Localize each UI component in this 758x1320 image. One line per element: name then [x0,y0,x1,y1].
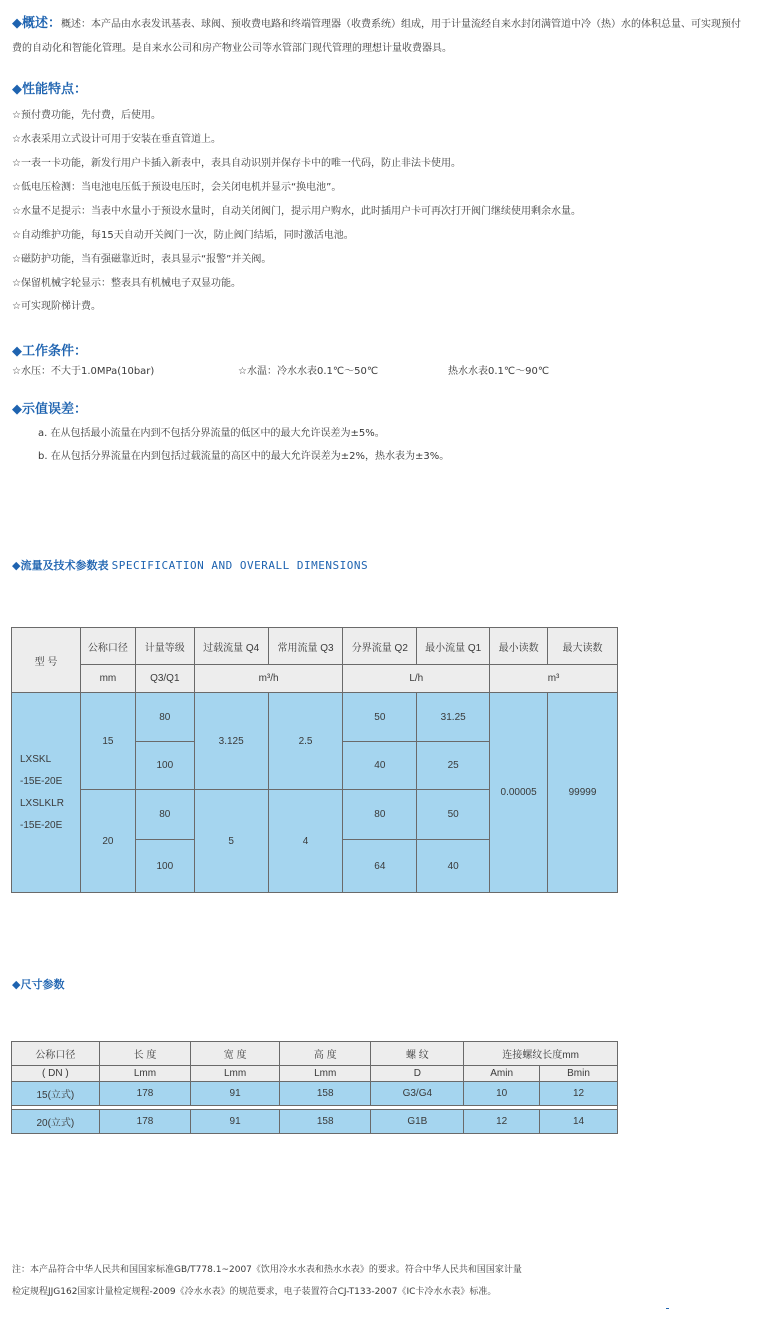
dims-header-width: 宽 度 [191,1042,280,1066]
dims-cell-bmin: 14 [540,1110,618,1134]
dims-cell-width: 91 [191,1110,280,1134]
spec-ratio: 100 [135,840,194,893]
dims-subheader-dn: ( DN ) [12,1066,100,1082]
dims-subheader-length: Lmm [99,1066,191,1082]
spec-unit-dn: mm [80,665,135,693]
spec-q1: 31.25 [417,693,490,742]
table-row [12,1110,618,1134]
spec-ratio: 80 [135,790,194,840]
dims-cell-bmin: 12 [540,1082,618,1106]
spec-ratio: 100 [135,742,194,790]
spec-unit-flow: m³/h [194,665,343,693]
overview-section [12,12,748,61]
spec-q2: 50 [343,693,417,742]
dims-subheader-width: Lmm [191,1066,280,1082]
dims-subheader-height: Lmm [279,1066,371,1082]
feature-item: ☆一表一卡功能，新发行用户卡插入新表中，表具自动识别并保存卡中的唯一代码，防止非法卡使用。 [12,158,461,169]
dims-cell-dn: 20(立式) [12,1110,100,1134]
conditions-heading: ◆工作条件： [12,344,87,359]
feature-item: ☆磁防护功能，当有强磁靠近时，表具显示“报警”并关阀。 [12,254,272,265]
error-item-b: b. 在从包括分界流量在内到包括过载流量的高区中的最大允许误差为±2%，热水表为±3%。 [38,451,450,462]
spec-q1: 50 [417,790,490,840]
dims-cell-amin: 10 [464,1082,540,1106]
dims-table [11,1041,618,1134]
feature-item: ☆保留机械字轮显示：整表具有机械电子双显功能。 [12,278,241,289]
features-heading: ◆性能特点： [12,82,87,97]
spec-header-ratio: 计量等级 [135,628,194,665]
spec-dn-15: 15 [80,693,135,790]
dims-cell-thread: G3/G4 [371,1082,464,1106]
spec-header-model: 型 号 [12,628,81,693]
spec-model-line: -15E-20E [20,775,63,787]
spec-ratio: 80 [135,693,194,742]
dims-header-dn: 公称口径 [12,1042,100,1066]
condition-temp-hot: 热水水表0.1℃～90℃ [448,366,550,377]
spec-model-line: LXSKL [20,753,52,765]
decorative-mark [666,1308,669,1309]
spec-header-max-read: 最大读数 [548,628,618,665]
dims-cell-thread: G1B [371,1110,464,1134]
dims-heading: ◆尺寸参数 [12,978,65,991]
dims-cell-amin: 12 [464,1110,540,1134]
error-heading: ◆示值误差： [12,402,87,417]
spec-header-q3: 常用流量 Q3 [268,628,343,665]
spec-q4-15: 3.125 [194,693,268,790]
spec-header-q1: 最小流量 Q1 [417,628,490,665]
spec-header-dn: 公称口径 [80,628,135,665]
dims-cell-dn: 15(立式) [12,1082,100,1106]
condition-temp-cold: ☆水温：冷水水表0.1℃～50℃ [238,366,379,377]
spec-header-q2: 分界流量 Q2 [343,628,417,665]
spec-table [11,627,618,893]
spec-q3-15: 2.5 [268,693,343,790]
spec-min-read: 0.00005 [490,693,548,893]
dims-cell-length: 178 [99,1110,191,1134]
dims-cell-width: 91 [191,1082,280,1106]
spec-q4-20: 5 [194,790,268,893]
note-line-1: 注：本产品符合中华人民共和国国家标准GB/T778.1~2007《饮用冷水水表和热水水表》的要求。符合中华人民共和国国家计量 [12,1265,522,1275]
overview-text: 概述：本产品由水表发讯基表、球阀、预收费电路和终端管理器（收费系统）组成，用于计量流经自来水封闭满管道中冷（热）水的体积总量、可实现预付费的自动化和智能化管理。是自来水公司和房产物业公司等水管部门现代管理的理想计量收费器具。 [12,19,741,54]
feature-item: ☆低电压检测：当电池电压低于预设电压时，会关闭电机并显示“换电池”。 [12,182,342,193]
feature-item: ☆预付费功能，先付费，后使用。 [12,110,161,121]
spec-model-line: LXSLKLR [20,797,64,809]
spec-dn-20: 20 [80,790,135,893]
spec-heading-cn: ◆流量及技术参数表 [12,559,109,572]
feature-item: ☆可实现阶梯计费。 [12,301,101,312]
spec-heading-en: SPECIFICATION AND OVERALL DIMENSIONS [111,559,369,572]
dims-cell-length: 178 [99,1082,191,1106]
spec-header-q4: 过载流量 Q4 [194,628,268,665]
error-item-a: a. 在从包括最小流量在内到不包括分界流量的低区中的最大允许误差为±5%。 [38,428,385,439]
dims-cell-height: 158 [279,1110,371,1134]
spec-q2: 80 [343,790,417,840]
note-line-2: 检定规程JJG162国家计量检定规程-2009《冷水水表》的规范要求，电子装置符合CJ-T133-2007《IC卡冷水水表》标准。 [12,1287,497,1297]
dims-header-conn: 连接螺纹长度mm [464,1042,618,1066]
dims-header-length: 长 度 [99,1042,191,1066]
spec-q3-20: 4 [268,790,343,893]
spec-heading [12,557,368,573]
dims-subheader-thread: D [371,1066,464,1082]
spec-q1: 25 [417,742,490,790]
spec-q2: 64 [343,840,417,893]
feature-item: ☆水表采用立式设计可用于安装在垂直管道上。 [12,134,221,145]
spec-unit-ratio: Q3/Q1 [135,665,194,693]
spec-header-min-read: 最小读数 [490,628,548,665]
spec-q1: 40 [417,840,490,893]
dims-header-height: 高 度 [279,1042,371,1066]
spec-model-cell [12,693,81,893]
spec-model-line: -15E-20E [20,819,63,831]
overview-heading: ◆概述： [12,16,61,31]
spec-unit-read: m³ [490,665,618,693]
spec-max-read: 99999 [548,693,618,893]
spec-unit-flow2: L/h [343,665,490,693]
dims-header-thread: 螺 纹 [371,1042,464,1066]
feature-item: ☆自动维护功能，每15天自动开关阀门一次，防止阀门结垢，同时激活电池。 [12,230,354,241]
dims-subheader-amin: Amin [464,1066,540,1082]
feature-item: ☆水量不足提示：当表中水量小于预设水量时，自动关闭阀门，提示用户购水，此时插用户卡可再次打开阀门继续使用剩余水量。 [12,206,581,217]
dims-subheader-bmin: Bmin [540,1066,618,1082]
condition-pressure: ☆水压：不大于1.0MPa(10bar) [12,366,155,377]
spec-q2: 40 [343,742,417,790]
table-row [12,1082,618,1106]
dims-cell-height: 158 [279,1082,371,1106]
